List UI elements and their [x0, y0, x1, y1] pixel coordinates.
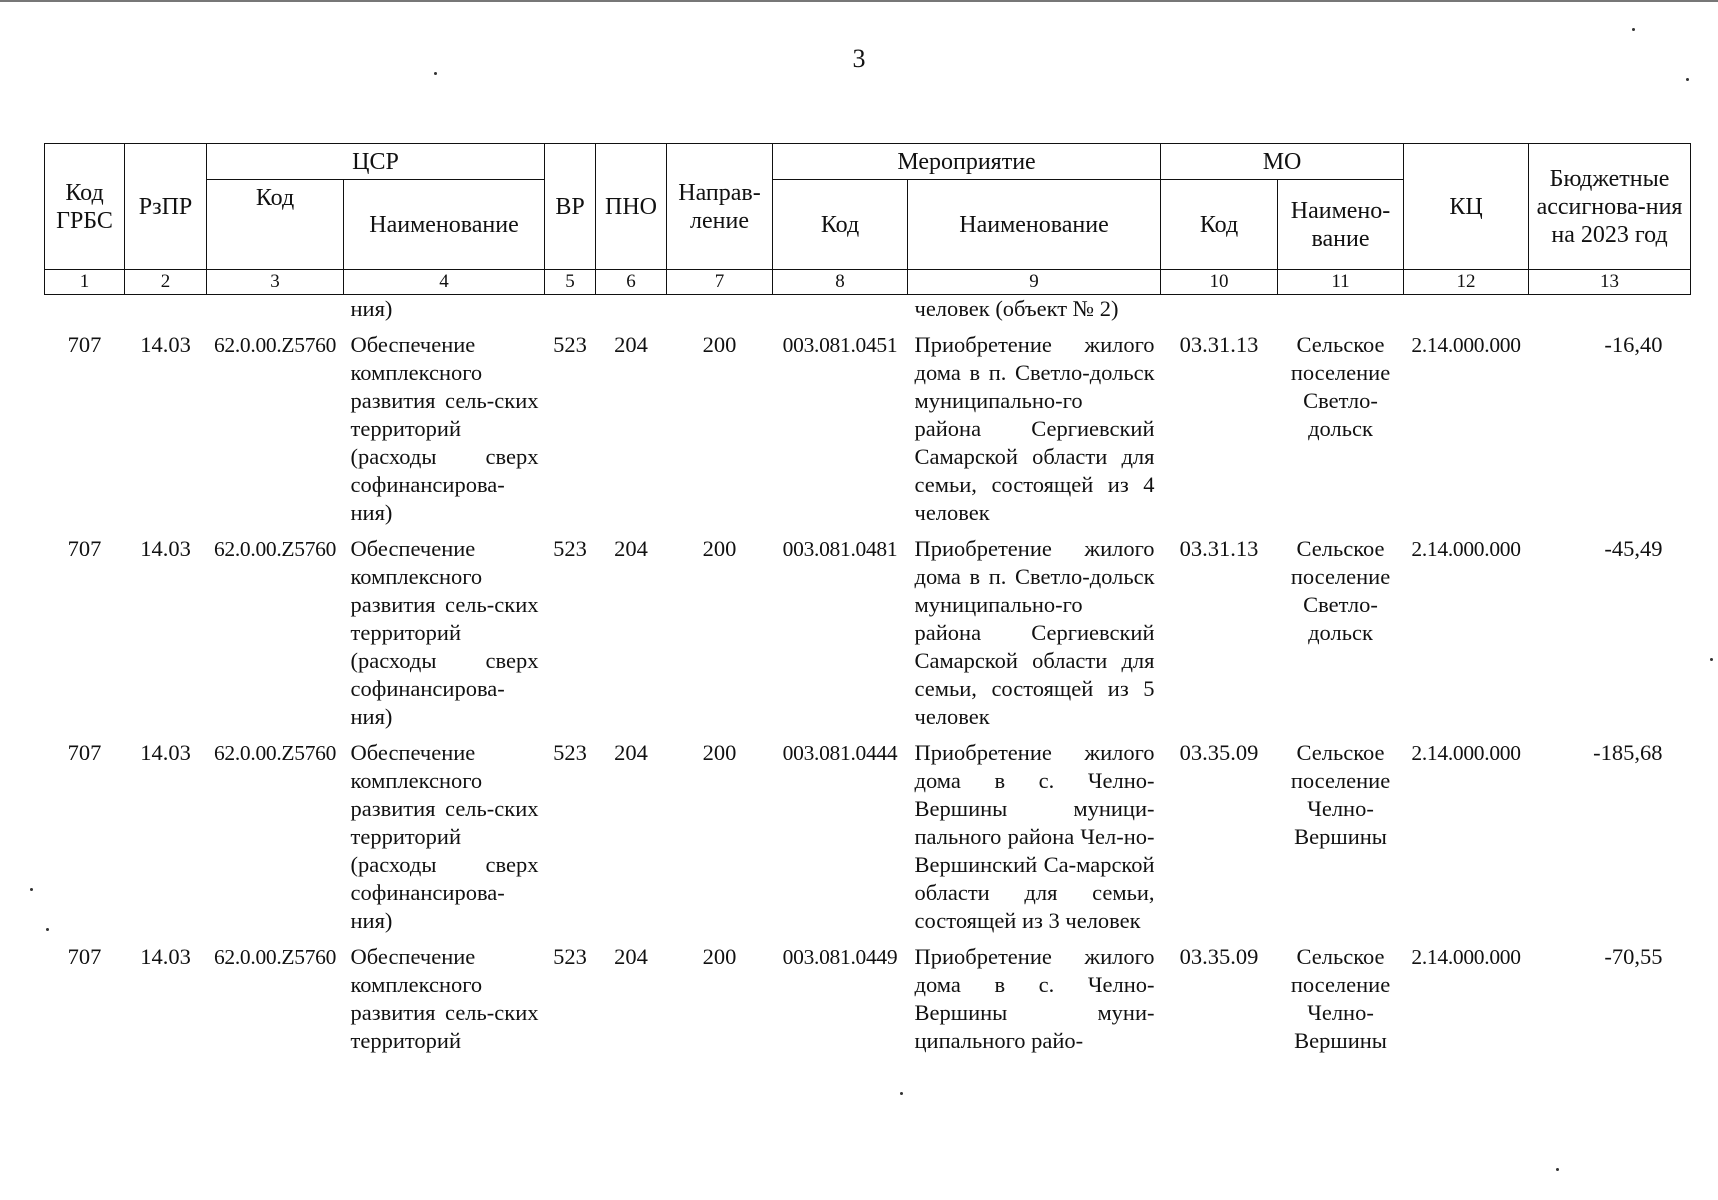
cell-mo-name: Сельское поселение Светло-дольск	[1290, 536, 1391, 645]
cell-vr: 523	[553, 740, 587, 765]
cell-mer-code: 003.081.0444	[782, 741, 898, 765]
column-number: 7	[667, 270, 773, 295]
header-csr-name: Наименование	[344, 180, 545, 270]
header-rzpr: РзПР	[125, 144, 207, 270]
header-kod-grbs: Код ГРБС	[45, 144, 125, 270]
cell-kc: 2.14.000.000	[1411, 333, 1521, 357]
cell-kc: 2.14.000.000	[1411, 537, 1521, 561]
table-row	[45, 527, 1691, 731]
cell-direction: 200	[702, 944, 737, 969]
header-meropriyatie: Мероприятие	[773, 144, 1161, 180]
cell-grbs: 707	[67, 332, 102, 357]
cell-kc: 2.14.000.000	[1411, 741, 1521, 765]
cell-mo-code: 03.31.13	[1179, 332, 1259, 357]
cell-amount: -185,68	[1593, 740, 1663, 765]
cell-mer-name: Приобретение жилого дома в п. Светло-дольск муниципально-го района Сергиевский Самарской области для семьи, состоящей из 4 человек	[914, 332, 1155, 525]
cell-mo-name: Сельское поселение Светло-дольск	[1290, 332, 1391, 441]
cell-kc: 2.14.000.000	[1411, 945, 1521, 969]
cell-csr-code: 62.0.00.Z5760	[213, 333, 337, 357]
column-number: 12	[1404, 270, 1529, 295]
cell-csr-name: Обеспечение комплексного развития сель-ских территорий	[350, 944, 539, 1053]
budget-table	[44, 143, 1691, 1055]
cell-mo-name: Сельское поселение Челно-Вершины	[1290, 944, 1391, 1053]
cell-grbs: 707	[67, 740, 102, 765]
cell-vr: 523	[553, 332, 587, 357]
cell-grbs: 707	[67, 944, 102, 969]
cell-pno: 204	[614, 740, 648, 765]
header-vr: ВР	[545, 144, 596, 270]
cell-rzpr: 14.03	[140, 332, 191, 357]
column-number: 1	[45, 270, 125, 295]
cell-csr-name: Обеспечение комплексного развития сель-ских территорий (расходы сверх софинансирова-ния)	[350, 740, 539, 933]
header-mo: МО	[1161, 144, 1404, 180]
scan-speck	[1556, 1168, 1559, 1171]
cell-vr: 523	[553, 944, 587, 969]
cell-mer-name: Приобретение жилого дома в с. Челно-Вершины муни-ципального райо-	[914, 944, 1155, 1053]
scan-speck	[1632, 28, 1635, 31]
cell-direction: 200	[702, 536, 737, 561]
column-number: 10	[1161, 270, 1278, 295]
scan-edge-line	[0, 0, 1718, 2]
cell-csr-code: 62.0.00.Z5760	[213, 741, 337, 765]
header-mer-name: Наименование	[908, 180, 1161, 270]
column-number: 2	[125, 270, 207, 295]
cell-pno: 204	[614, 536, 648, 561]
cell-mo-code: 03.35.09	[1179, 944, 1259, 969]
column-number: 13	[1529, 270, 1691, 295]
cell-mo-name: Сельское поселение Челно-Вершины	[1290, 740, 1391, 849]
cell-mer-code: 003.081.0451	[782, 333, 898, 357]
cell-csr-name: Обеспечение комплексного развития сель-ских территорий (расходы сверх софинансирова-ния)	[350, 536, 539, 729]
scan-speck	[46, 928, 49, 931]
scan-speck	[434, 72, 437, 75]
column-number: 6	[596, 270, 667, 295]
header-budget: Бюджетные ассигнова-ния на 2023 год	[1529, 144, 1691, 270]
column-number: 4	[344, 270, 545, 295]
cell-rzpr: 14.03	[140, 944, 191, 969]
scan-speck	[30, 888, 33, 891]
table-header	[45, 144, 1691, 295]
cell-mer-name: Приобретение жилого дома в с. Челно-Вершины муници-пального района Чел-но-Вершинский Са-марской области для семьи, состоящей из 3 человек	[914, 740, 1155, 933]
cell-csr-name: Обеспечение комплексного развития сель-ских территорий (расходы сверх софинансирова-ния)	[350, 332, 539, 525]
header-mer-kod: Код	[773, 180, 908, 270]
column-number: 9	[908, 270, 1161, 295]
cell-mer-code: 003.081.0481	[782, 537, 898, 561]
cell-mer-name: Приобретение жилого дома в п. Светло-дольск муниципально-го района Сергиевский Самарской области для семьи, состоящей из 5 человек	[914, 536, 1155, 729]
header-csr: ЦСР	[207, 144, 545, 180]
page-number: 3	[852, 44, 866, 73]
column-number: 3	[207, 270, 344, 295]
cell-rzpr: 14.03	[140, 740, 191, 765]
header-csr-kod: Код	[207, 180, 344, 270]
csr-name-continuation: ния)	[350, 296, 393, 321]
cell-mo-code: 03.31.13	[1179, 536, 1259, 561]
header-pno: ПНО	[596, 144, 667, 270]
cell-mer-code: 003.081.0449	[782, 945, 898, 969]
cell-direction: 200	[702, 332, 737, 357]
cell-pno: 204	[614, 332, 648, 357]
table-row	[45, 323, 1691, 527]
table-row	[45, 935, 1691, 1055]
mer-name-continuation: человек (объект № 2)	[914, 296, 1119, 321]
cell-rzpr: 14.03	[140, 536, 191, 561]
cell-grbs: 707	[67, 536, 102, 561]
table-row	[45, 731, 1691, 935]
scan-speck	[1686, 78, 1689, 81]
cell-csr-code: 62.0.00.Z5760	[213, 537, 337, 561]
cell-direction: 200	[702, 740, 737, 765]
column-number: 11	[1278, 270, 1404, 295]
continuation-row	[45, 295, 1691, 324]
header-mo-kod: Код	[1161, 180, 1278, 270]
header-mo-name: Наимено-вание	[1278, 180, 1404, 270]
column-number: 5	[545, 270, 596, 295]
cell-pno: 204	[614, 944, 648, 969]
cell-amount: -16,40	[1604, 332, 1663, 357]
cell-amount: -45,49	[1604, 536, 1663, 561]
scan-speck	[900, 1092, 903, 1095]
header-napravlenie: Направ-ление	[667, 144, 773, 270]
cell-mo-code: 03.35.09	[1179, 740, 1259, 765]
cell-csr-code: 62.0.00.Z5760	[213, 945, 337, 969]
cell-vr: 523	[553, 536, 587, 561]
header-kc: КЦ	[1404, 144, 1529, 270]
scan-speck	[1710, 658, 1713, 661]
cell-amount: -70,55	[1604, 944, 1663, 969]
column-numbers-row	[45, 270, 1691, 295]
column-number: 8	[773, 270, 908, 295]
